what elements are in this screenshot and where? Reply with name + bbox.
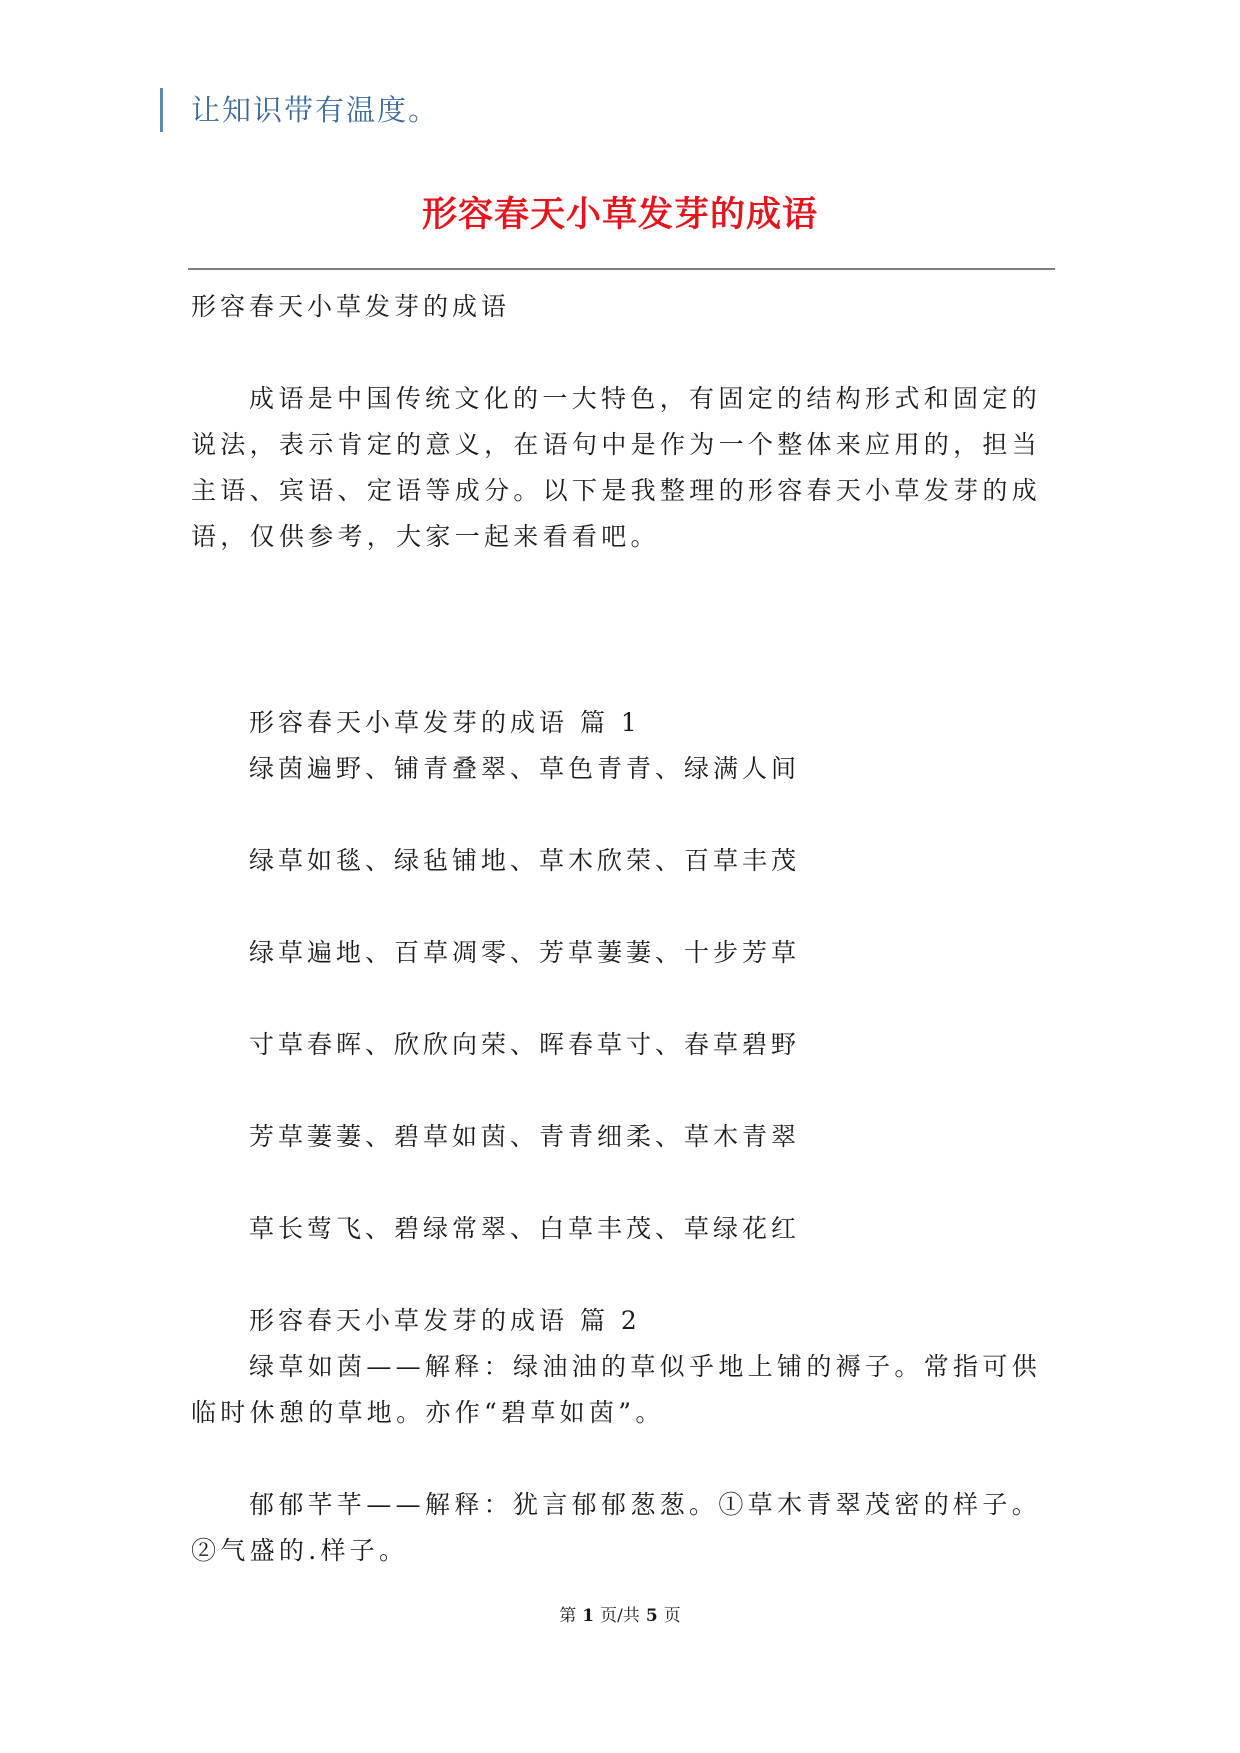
document-subtitle: 形容春天小草发芽的成语 bbox=[191, 292, 511, 321]
footer-suffix: 页 bbox=[663, 1606, 681, 1626]
idiom-entry-text: 郁郁芊芊——解释：犹言郁郁葱葱。①草木青翠茂密的样子。②气盛的.样子。 bbox=[191, 1490, 1041, 1565]
title-divider bbox=[188, 268, 1055, 270]
idiom-entry bbox=[191, 1482, 1041, 1574]
current-page-number: 1 bbox=[582, 1606, 595, 1626]
idiom-line: 绿草遍地、百草凋零、芳草萋萋、十步芳草 bbox=[249, 938, 801, 967]
header-accent-bar bbox=[160, 88, 163, 132]
idiom-line: 芳草萋萋、碧草如茵、青青细柔、草木青翠 bbox=[249, 1122, 801, 1151]
total-pages-number: 5 bbox=[645, 1606, 658, 1626]
footer-middle: 页/共 bbox=[600, 1606, 640, 1626]
footer-prefix: 第 bbox=[559, 1606, 577, 1626]
idiom-line: 草长莺飞、碧绿常翠、白草丰茂、草绿花红 bbox=[249, 1214, 801, 1243]
idiom-line: 绿草如毯、绿毡铺地、草木欣荣、百草丰茂 bbox=[249, 846, 801, 875]
idiom-line: 绿茵遍野、铺青叠翠、草色青青、绿满人间 bbox=[249, 754, 801, 783]
section-1-heading: 形容春天小草发芽的成语 篇 1 bbox=[249, 708, 641, 737]
page-footer bbox=[0, 1604, 1240, 1628]
intro-text: 成语是中国传统文化的一大特色，有固定的结构形式和固定的说法，表示肯定的意义，在语句中是作为一个整体来应用的，担当主语、宾语、定语等成分。以下是我整理的形容春天小草发芽的成语，仅供参考，大家一起来看看吧。 bbox=[191, 384, 1041, 551]
idiom-entry-text: 绿草如茵——解释：绿油油的草似乎地上铺的褥子。常指可供临时休憩的草地。亦作“碧草如茵”。 bbox=[191, 1352, 1041, 1427]
intro-paragraph bbox=[191, 376, 1041, 560]
page-title: 形容春天小草发芽的成语 bbox=[421, 195, 818, 235]
idiom-line: 寸草春晖、欣欣向荣、晖春草寸、春草碧野 bbox=[249, 1030, 801, 1059]
section-2-heading: 形容春天小草发芽的成语 篇 2 bbox=[249, 1306, 641, 1335]
header-slogan: 让知识带有温度。 bbox=[191, 93, 440, 127]
idiom-entry bbox=[191, 1344, 1041, 1436]
